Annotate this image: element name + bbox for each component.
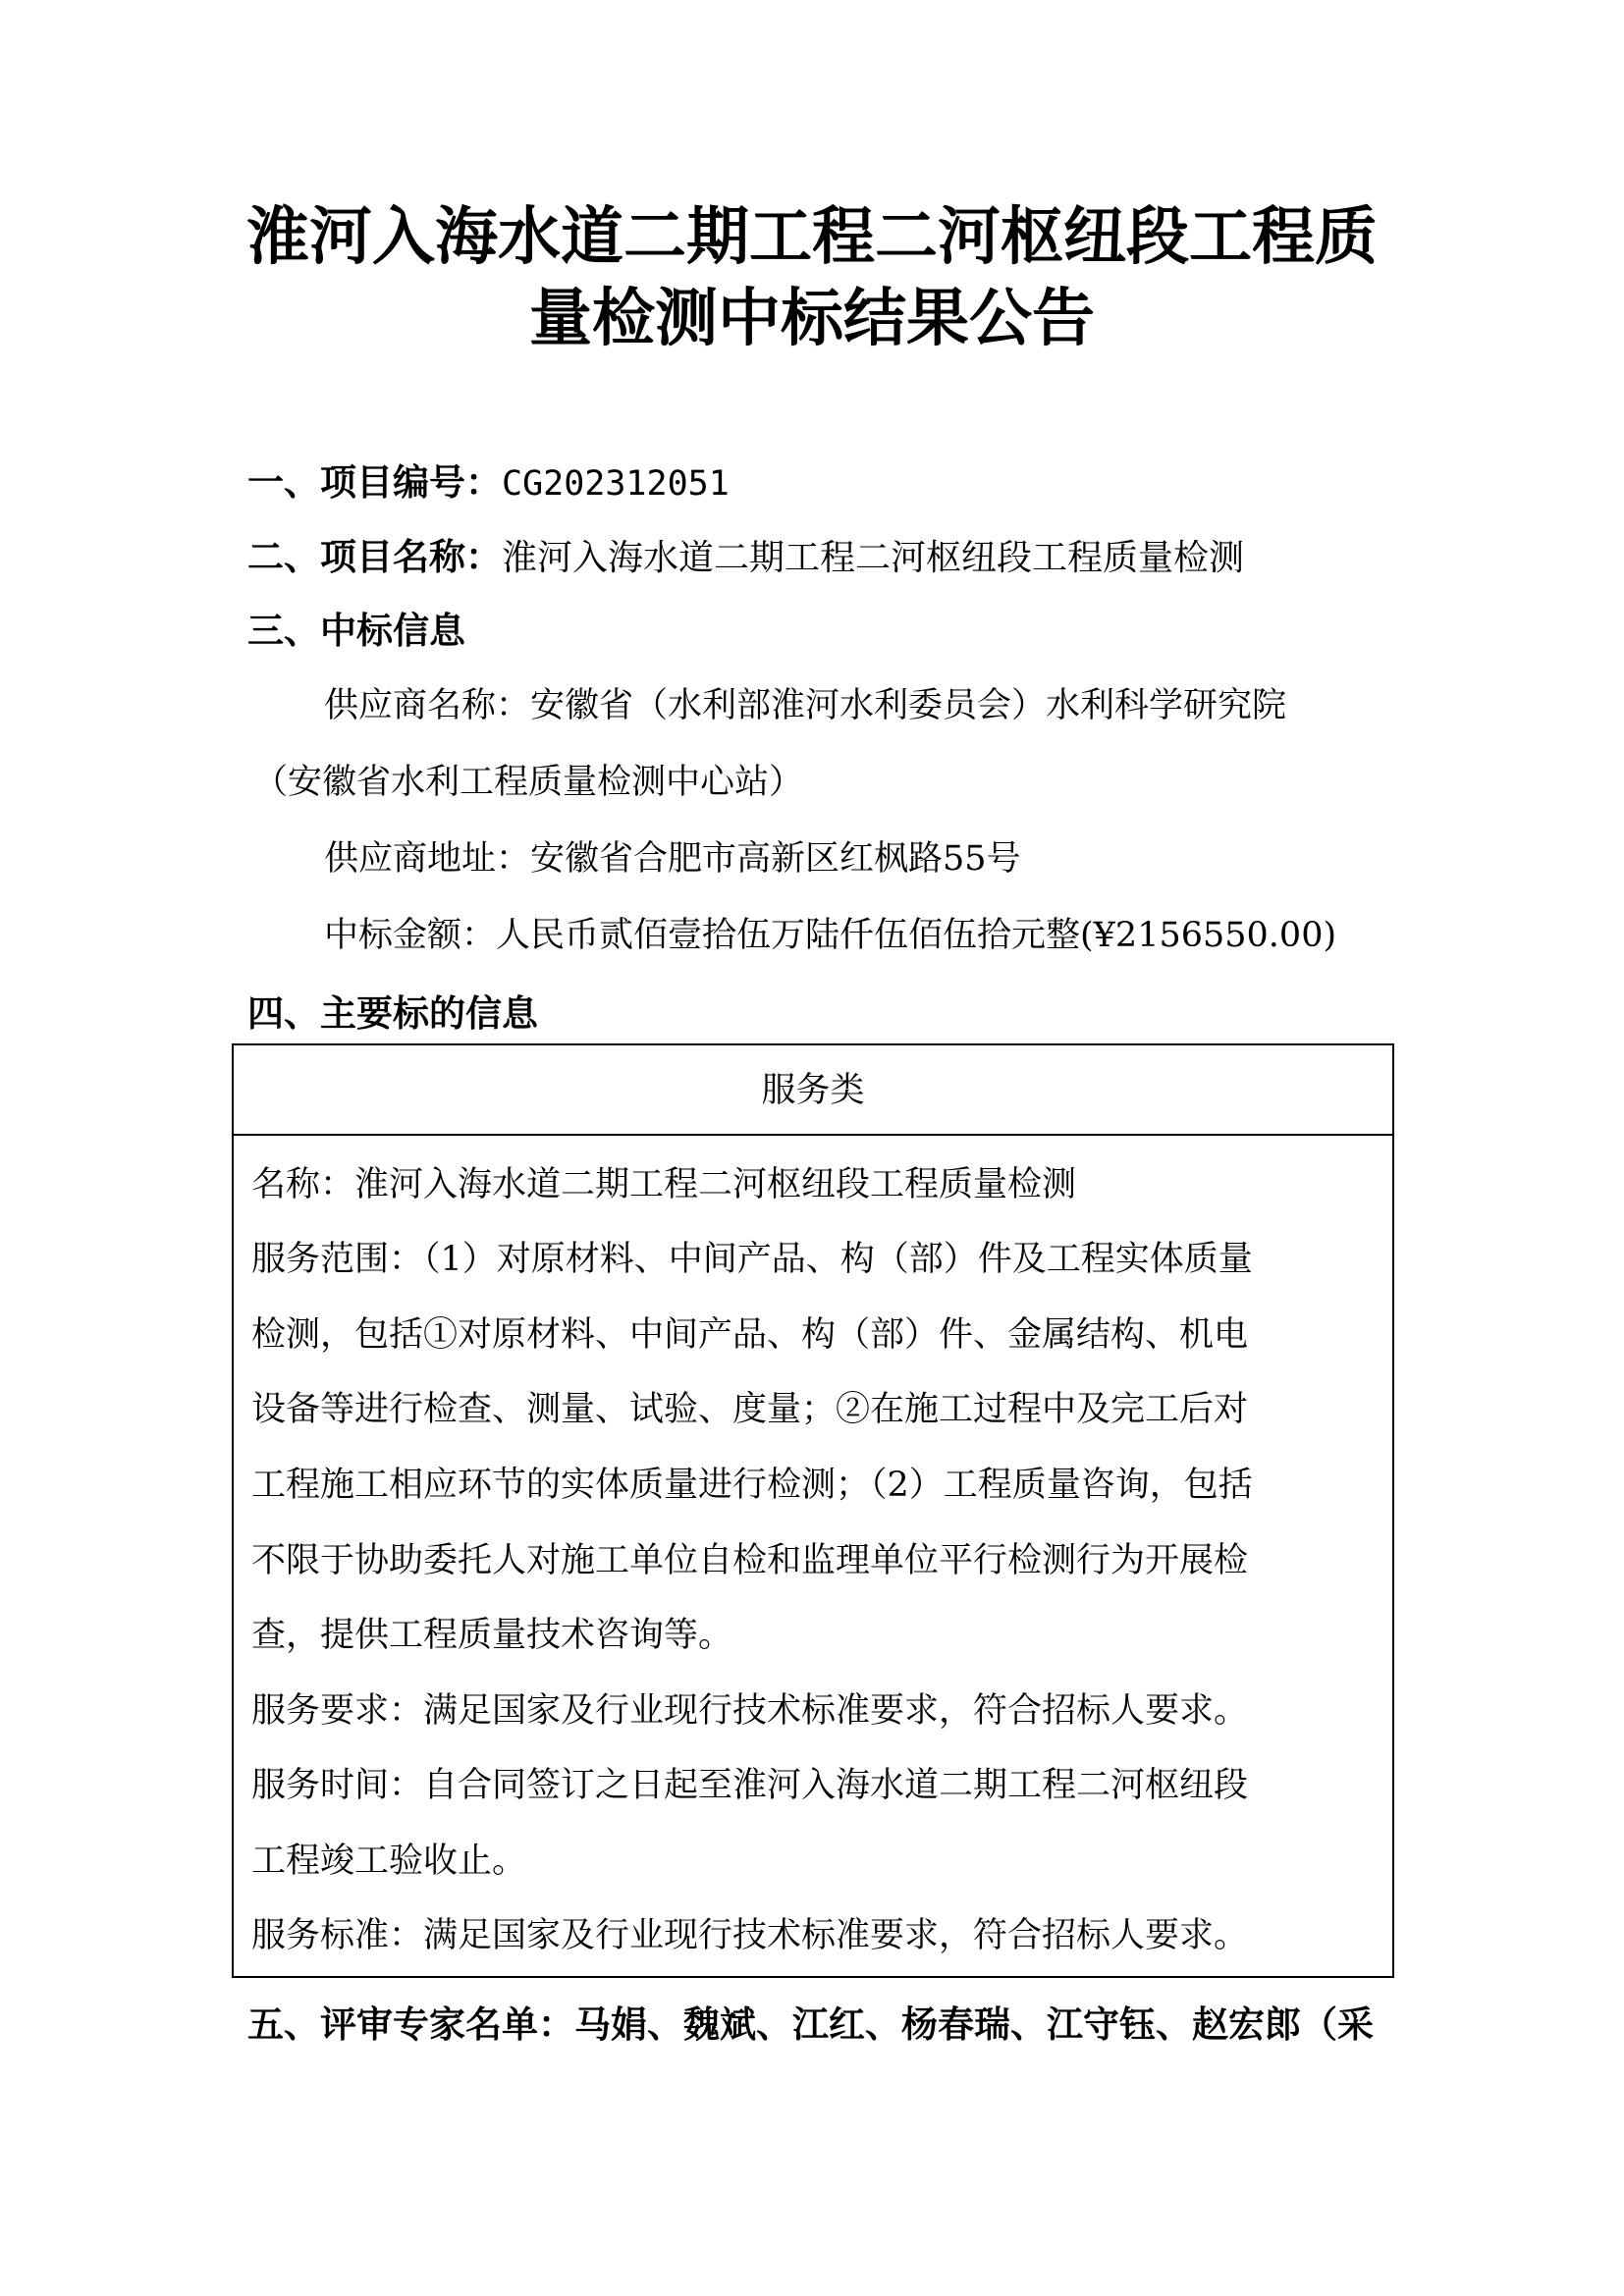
service-table-line: 名称：淮河入海水道二期工程二河枢纽段工程质量检测 xyxy=(251,1165,1077,1204)
service-table-line: 工程施工相应环节的实体质量进行检测；（2）工程质量咨询，包括 xyxy=(251,1466,1253,1505)
service-table-line: 查，提供工程质量技术咨询等。 xyxy=(251,1616,733,1655)
section-review-experts: 五、评审专家名单：马娟、魏斌、江红、杨春瑞、江守钰、赵宏郎（采 xyxy=(247,2003,1374,2046)
project-name-value: 淮河入海水道二期工程二河枢纽段工程质量检测 xyxy=(502,538,1245,578)
section-main-subject-heading: 四、主要标的信息 xyxy=(247,992,538,1035)
announcement-title-line-1: 淮河入海水道二期工程二河枢纽段工程质 xyxy=(246,201,1378,274)
service-info-table xyxy=(232,1043,1394,1978)
announcement-title-line-2: 量检测中标结果公告 xyxy=(529,283,1095,355)
service-table-line: 服务标准：满足国家及行业现行技术标准要求，符合招标人要求。 xyxy=(251,1916,1249,1955)
service-table-line: 工程竣工验收止。 xyxy=(251,1842,527,1881)
section-project-number xyxy=(247,461,730,504)
supplier-name-line-2: （安徽省水利工程质量检测中心站） xyxy=(253,763,804,802)
supplier-name-line-1: 供应商名称：安徽省（水利部淮河水利委员会）水利科学研究院 xyxy=(324,686,1287,725)
project-name-label: 二、项目名称： xyxy=(247,536,502,578)
service-table-line: 服务要求：满足国家及行业现行技术标准要求，符合招标人要求。 xyxy=(251,1691,1249,1731)
service-table-line: 不限于协助委托人对施工单位自检和监理单位平行检测行为开展检 xyxy=(251,1541,1249,1580)
section-award-info-heading: 三、中标信息 xyxy=(247,610,465,652)
service-table-line: 服务范围：（1）对原材料、中间产品、构（部）件及工程实体质量 xyxy=(251,1240,1253,1279)
supplier-address: 供应商地址：安徽省合肥市高新区红枫路55号 xyxy=(324,839,1021,879)
service-table-line: 检测，包括①对原材料、中间产品、构（部）件、金属结构、机电 xyxy=(251,1315,1249,1355)
award-amount: 中标金额：人民币贰佰壹拾伍万陆仟伍佰伍拾元整(¥2156550.00) xyxy=(324,916,1337,955)
project-number-value: CG202312051 xyxy=(502,464,730,504)
section-project-name xyxy=(247,536,1245,578)
project-number-label: 一、项目编号： xyxy=(247,461,502,504)
service-table-header: 服务类 xyxy=(234,1045,1392,1136)
service-table-line: 设备等进行检查、测量、试验、度量；②在施工过程中及完工后对 xyxy=(251,1390,1249,1429)
service-table-line: 服务时间：自合同签订之日起至淮河入海水道二期工程二河枢纽段 xyxy=(251,1766,1249,1805)
